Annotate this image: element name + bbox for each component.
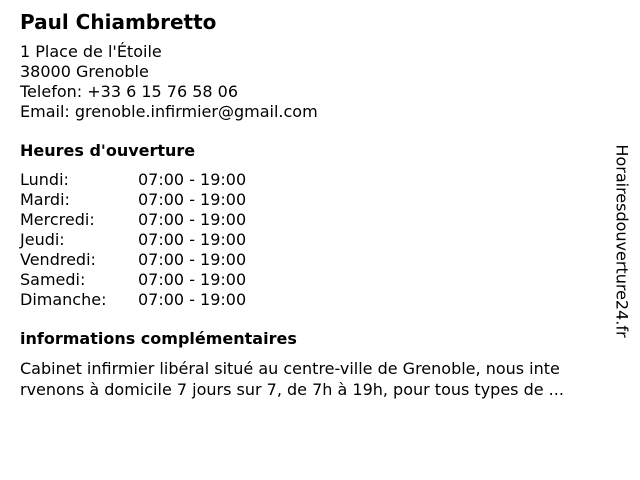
- hours-time: 07:00 - 19:00: [138, 270, 247, 289]
- hours-time: 07:00 - 19:00: [138, 170, 247, 189]
- description-line-1: Cabinet infirmier libéral situé au centre-ville de Grenoble, nous inte: [20, 359, 560, 378]
- opening-hours-list: [20, 170, 610, 310]
- hours-row-lundi: [20, 170, 610, 190]
- hours-day: Dimanche:: [20, 290, 107, 309]
- watermark-site-name: [612, 136, 632, 346]
- hours-row-vendredi: [20, 250, 610, 270]
- hours-day: Vendredi:: [20, 250, 96, 269]
- hours-day: Mercredi:: [20, 210, 95, 229]
- hours-day: Mardi:: [20, 190, 70, 209]
- hours-time: 07:00 - 19:00: [138, 190, 247, 209]
- hours-time: 07:00 - 19:00: [138, 230, 247, 249]
- hours-day: Jeudi:: [20, 230, 65, 249]
- business-card: [20, 10, 610, 400]
- description-line-2: rvenons à domicile 7 jours sur 7, de 7h à 19h, pour tous types de ...: [20, 380, 564, 399]
- hours-day: Lundi:: [20, 170, 69, 189]
- hours-time: 07:00 - 19:00: [138, 250, 247, 269]
- hours-row-mercredi: [20, 210, 610, 230]
- hours-row-dimanche: [20, 290, 610, 310]
- email-address: Email: grenoble.infirmier@gmail.com: [20, 102, 318, 121]
- hours-row-mardi: [20, 190, 610, 210]
- opening-hours-heading: Heures d'ouverture: [20, 141, 196, 160]
- phone-number: Telefon: +33 6 15 76 58 06: [20, 82, 239, 101]
- address-line-1: 1 Place de l'Étoile: [20, 42, 162, 61]
- watermark-text: Horairesdouverture24.fr: [613, 144, 633, 338]
- hours-row-jeudi: [20, 230, 610, 250]
- additional-info-heading: informations complémentaires: [20, 329, 297, 348]
- hours-day: Samedi:: [20, 270, 86, 289]
- hours-row-samedi: [20, 270, 610, 290]
- business-name: Paul Chiambretto: [20, 10, 217, 34]
- hours-time: 07:00 - 19:00: [138, 210, 247, 229]
- hours-time: 07:00 - 19:00: [138, 290, 247, 309]
- address-line-2: 38000 Grenoble: [20, 62, 149, 81]
